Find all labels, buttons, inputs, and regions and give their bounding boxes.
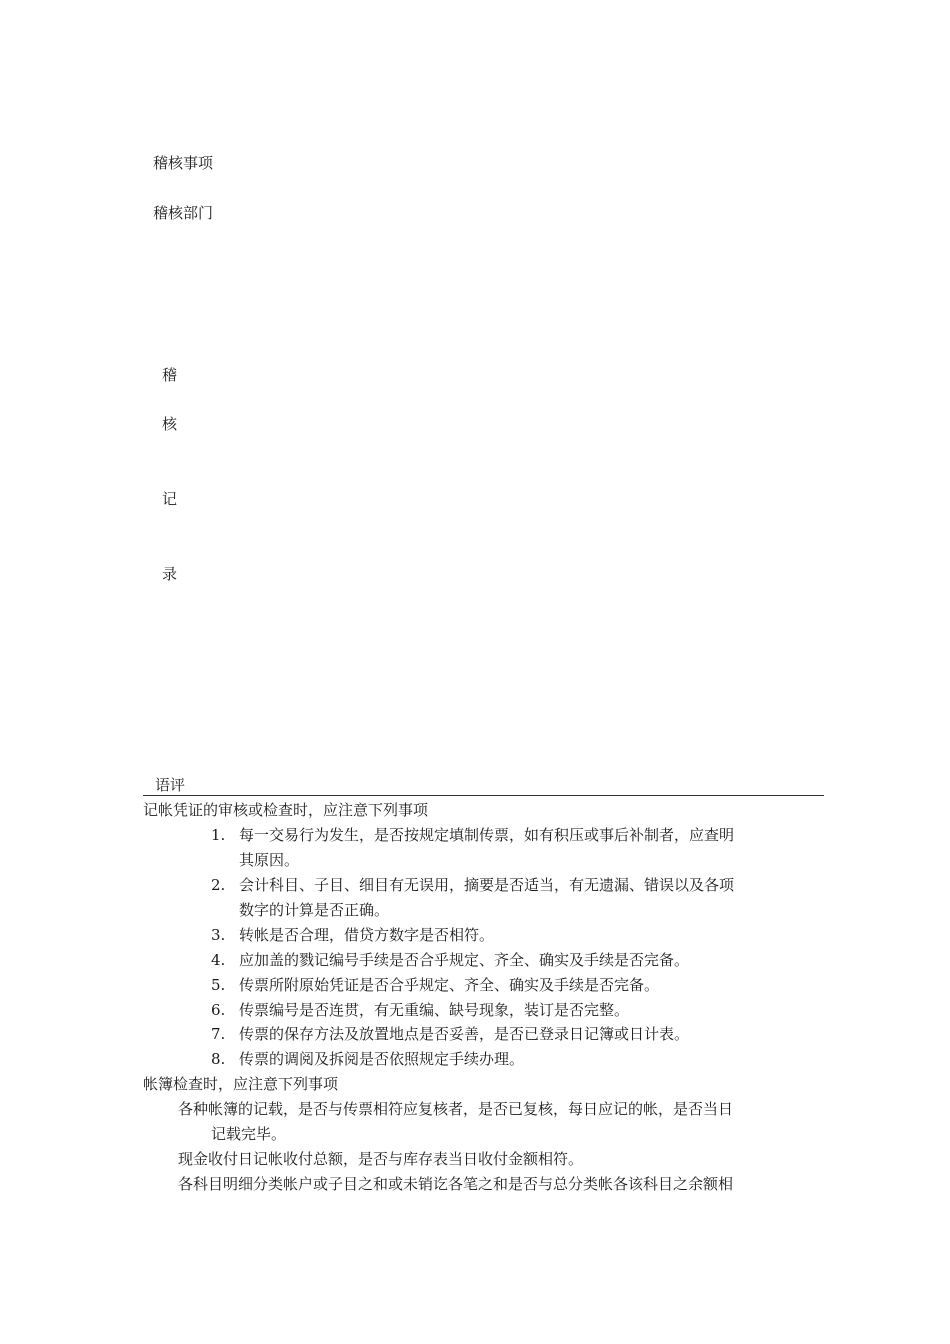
section-divider: [143, 795, 824, 796]
item-text-line: 转帐是否合理，借贷方数字是否相符。: [239, 926, 495, 944]
item-number: 7.: [211, 1025, 226, 1043]
voucher-item-1: [211, 823, 811, 873]
item-number: 3.: [211, 926, 226, 944]
item-text-line: 应加盖的戮记编号手续是否合乎规定、齐全、确实及手续是否完备。: [239, 951, 690, 969]
item-text-line: 传票所附原始凭证是否合乎规定、齐全、确实及手续是否完备。: [239, 976, 660, 994]
paragraph-line: 记载完毕。: [211, 1125, 287, 1143]
voucher-item-3: [211, 923, 811, 948]
item-number: 6.: [211, 1001, 226, 1019]
voucher-section-heading: 记帐凭证的审核或检查时，应注意下列事项: [143, 801, 429, 819]
item-number: 4.: [211, 951, 226, 969]
item-text-line: 每一交易行为发生，是否按规定填制传票，如有积压或事后补制者，应查明: [239, 826, 735, 844]
voucher-item-5: [211, 973, 811, 998]
item-number: 1.: [211, 826, 226, 844]
voucher-item-2: [211, 873, 811, 923]
comment-label: 语评: [155, 776, 186, 794]
voucher-item-8: [211, 1047, 811, 1072]
ledger-paragraph-2: [178, 1147, 818, 1172]
item-text-line: 传票编号是否连贯，有无重编、缺号现象，装订是否完整。: [239, 1001, 630, 1019]
paragraph-line: 现金收付日记帐收付总额，是否与库存表当日收付金额相符。: [178, 1150, 584, 1168]
paragraph-line: 各科目明细分类帐户或子目之和或未销讫各笔之和是否与总分类帐各该科目之余额相: [178, 1175, 734, 1193]
item-number: 2.: [211, 876, 226, 894]
record-label-char-4: 录: [162, 565, 178, 583]
paragraph-line: 各种帐簿的记载，是否与传票相符应复核者，是否已复核，每日应记的帐，是否当日: [178, 1100, 734, 1118]
record-label-char-3: 记: [162, 490, 178, 508]
item-number: 8.: [211, 1050, 226, 1068]
voucher-item-7: [211, 1022, 811, 1047]
audit-item-label: 稽核事项: [153, 154, 214, 172]
voucher-item-4: [211, 948, 811, 973]
item-text-line: 会计科目、子目、细目有无误用，摘要是否适当，有无遗漏、错误以及各项: [239, 876, 735, 894]
ledger-section-heading: 帐簿检查时，应注意下列事项: [143, 1075, 339, 1093]
item-text-line: 传票的保存方法及放置地点是否妥善，是否已登录日记簿或日计表。: [239, 1025, 690, 1043]
item-text-line: 其原因。: [239, 851, 300, 869]
ledger-paragraph-1: [178, 1097, 818, 1147]
audit-dept-label: 稽核部门: [153, 204, 214, 222]
voucher-item-6: [211, 998, 811, 1023]
item-number: 5.: [211, 976, 226, 994]
record-label-char-2: 核: [162, 415, 178, 433]
item-text-line: 数字的计算是否正确。: [239, 901, 390, 919]
ledger-paragraph-3: [178, 1172, 818, 1197]
record-label-char-1: 稽: [162, 366, 178, 384]
item-text-line: 传票的调阅及拆阅是否依照规定手续办理。: [239, 1050, 525, 1068]
